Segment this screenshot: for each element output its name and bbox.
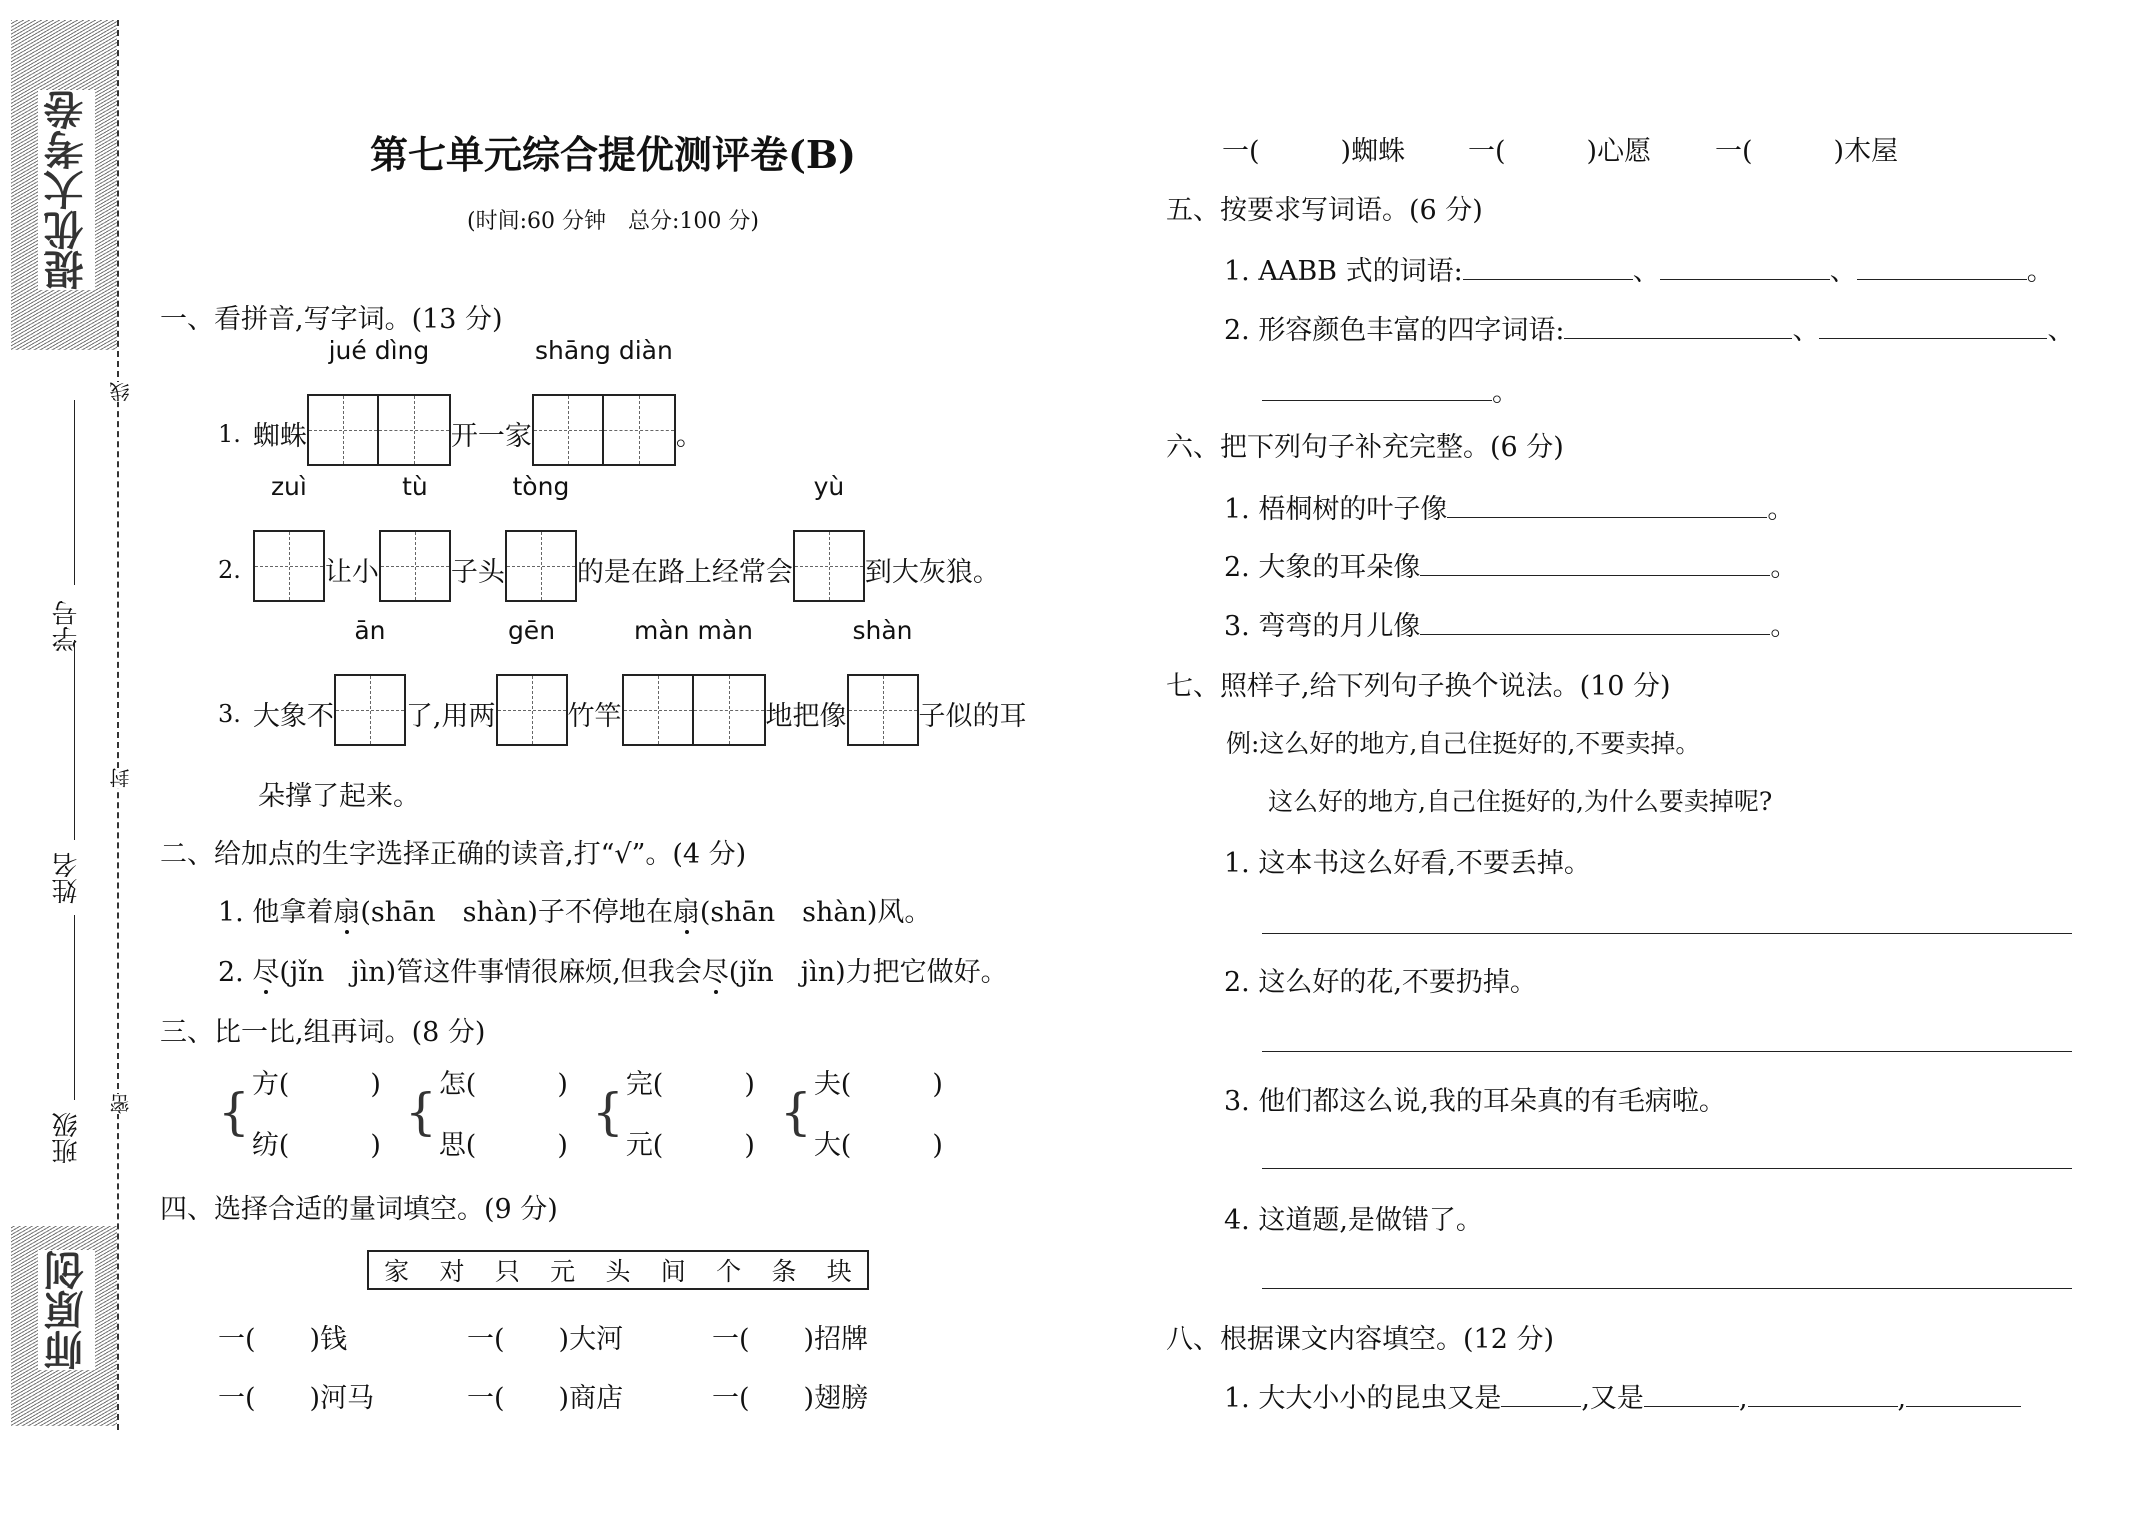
pinyin: màn màn (634, 616, 753, 645)
char-pair: { 夫( ) 大( ) (780, 1062, 943, 1162)
pinyin: zuì (270, 472, 307, 501)
s7-q2: 2. 这么好的花,不要扔掉。 (1224, 967, 1537, 998)
example-original: 例:这么好的地方,自己住挺好的,不要卖掉。 (1226, 729, 1701, 758)
measure-blank[interactable]: 一( )大河 (467, 1324, 624, 1355)
pair-item[interactable]: 方( ) (251, 1069, 381, 1100)
char-pair: { 方( ) 纺( ) (218, 1062, 381, 1162)
name-label: 姓名 (52, 852, 82, 904)
text: 开一家 (450, 421, 532, 452)
student-id-label: 学号 (52, 600, 82, 652)
text[interactable]: (shān shàn)风。 (699, 897, 932, 928)
pair-item[interactable]: 完( ) (625, 1069, 755, 1100)
text: 的是在路上经常会 (576, 557, 793, 588)
text[interactable]: (jǐn jìn)力把它做好。 (728, 957, 1008, 988)
s2-q1 (218, 890, 931, 929)
section-2-heading: 二、给加点的生字选择正确的读音,打“√”。(4 分) (160, 839, 747, 870)
pinyin: shàn (852, 616, 913, 645)
text: 了,用两 (405, 701, 496, 732)
pair-item[interactable]: 大( ) (813, 1130, 943, 1161)
s8-q1: 1. 大大小小的昆虫又是 ,又是 , , (1224, 1376, 2021, 1415)
word: 元 (550, 1257, 576, 1286)
pair-item[interactable]: 元( ) (625, 1130, 755, 1161)
answer-line[interactable] (1262, 1288, 2072, 1289)
measure-blank[interactable]: 一( )招牌 (712, 1324, 869, 1355)
s6-q2: 2. 大象的耳朵像 。 (1224, 552, 1798, 583)
pair-item[interactable]: 夫( ) (813, 1069, 943, 1100)
name-field[interactable] (74, 640, 75, 840)
dotted-char: 扇 (333, 897, 361, 928)
text: 朵撑了起来。 (258, 781, 420, 812)
s5-q2-cont: 。 (1262, 370, 1519, 409)
char-box-group[interactable] (532, 336, 676, 473)
measure-blank[interactable]: 一( )蜘蛛 (1222, 136, 1406, 167)
measure-blank[interactable]: 一( )钱 (218, 1324, 348, 1355)
class-field[interactable] (74, 915, 75, 1100)
pinyin: tòng (512, 472, 570, 501)
answer-blank[interactable] (1420, 610, 1770, 635)
answer-blank[interactable] (1564, 314, 1792, 339)
text: 让小 (324, 557, 379, 588)
s6-q1: 1. 梧桐树的叶子像 。 (1224, 494, 1795, 525)
s6-q3: 3. 弯弯的月儿像 。 (1224, 611, 1798, 642)
cut-mark: 密 (106, 1094, 135, 1114)
char-pair: { 怎( ) 思( ) (405, 1062, 568, 1162)
text: 。 (675, 421, 703, 452)
q-num: 3. (218, 699, 241, 728)
word: 个 (716, 1257, 742, 1286)
answer-blank[interactable] (1463, 255, 1633, 280)
answer-blank[interactable] (1420, 551, 1770, 576)
pinyin: jué dìng (328, 336, 430, 365)
pinyin: shāng diàn (534, 336, 673, 365)
s1-q1 (218, 336, 703, 473)
word: 家 (384, 1257, 410, 1286)
word: 条 (771, 1257, 797, 1286)
char-box[interactable] (253, 472, 325, 609)
pair-item[interactable]: 思( ) (438, 1130, 568, 1161)
text[interactable]: (jǐn jìn)管这件事情很麻烦,但我会 (279, 957, 702, 988)
section-8-heading: 八、根据课文内容填空。(12 分) (1166, 1324, 1555, 1355)
char-box[interactable] (334, 616, 406, 753)
word: 间 (660, 1257, 686, 1286)
char-box-group[interactable] (622, 616, 766, 753)
pair-item[interactable]: 怎( ) (438, 1069, 568, 1100)
word: 只 (494, 1257, 520, 1286)
pinyin: gēn (507, 616, 556, 645)
brand-label-top: 提优大考卷 (38, 90, 95, 290)
text: 大象不 (252, 701, 334, 732)
class-label: 班级 (52, 1112, 82, 1164)
word: 块 (826, 1257, 852, 1286)
text: 子似的耳 (918, 701, 1027, 732)
pinyin: ān (354, 616, 386, 645)
char-pair: { 完( ) 元( ) (592, 1062, 755, 1162)
section-6-heading: 六、把下列句子补充完整。(6 分) (1166, 432, 1564, 463)
section-7-heading: 七、照样子,给下列句子换个说法。(10 分) (1166, 671, 1671, 702)
measure-blank[interactable]: 一( )翅膀 (712, 1383, 869, 1414)
text: 2. 形容颜色丰富的四字词语: (1224, 315, 1565, 346)
answer-blank[interactable] (1660, 255, 1830, 280)
char-box[interactable] (505, 472, 577, 609)
text: 竹竿 (567, 701, 622, 732)
s5-q1: 1. AABB 式的词语: 、 、 。 (1224, 256, 2054, 287)
measure-blank[interactable]: 一( )木屋 (1715, 136, 1899, 167)
pinyin: yù (813, 472, 845, 501)
answer-line[interactable] (1262, 933, 2072, 934)
text: 1. AABB 式的词语: (1224, 256, 1463, 287)
measure-blank[interactable]: 一( )河马 (218, 1383, 375, 1414)
answer-blank[interactable] (1819, 314, 2047, 339)
s1-q3 (218, 616, 1027, 753)
char-box-group[interactable] (307, 336, 451, 473)
char-box[interactable] (847, 616, 919, 753)
word: 头 (605, 1257, 631, 1286)
answer-line[interactable] (1262, 1168, 2072, 1169)
text: 子头 (450, 557, 505, 588)
pinyin: tù (402, 472, 428, 501)
text: 地把像 (765, 701, 847, 732)
measure-blank[interactable]: 一( )心愿 (1468, 136, 1652, 167)
answer-blank[interactable] (1906, 1382, 2021, 1407)
answer-line[interactable] (1262, 1051, 2072, 1052)
dotted-char: 扇 (672, 897, 700, 928)
dotted-char: 尽 (701, 957, 729, 988)
text: 到大灰狼。 (864, 557, 1000, 588)
pair-item[interactable]: 纺( ) (251, 1130, 381, 1161)
exam-info: (时间:60 分钟 总分:100 分) (467, 209, 759, 234)
s5-q2: 2. 形容颜色丰富的四字词语: 、 、 (1224, 315, 2075, 346)
char-box[interactable] (379, 472, 451, 609)
char-box[interactable] (793, 472, 865, 609)
answer-blank[interactable] (1857, 255, 2027, 280)
brand-label-bottom: 师原创 (38, 1250, 95, 1370)
answer-blank[interactable] (1644, 1382, 1739, 1407)
word-bank (367, 1250, 869, 1290)
word: 对 (439, 1257, 465, 1286)
measure-blank[interactable]: 一( )商店 (467, 1383, 624, 1414)
section-3-heading: 三、比一比,组再词。(8 分) (160, 1017, 486, 1048)
page-title: 第七单元综合提优测评卷(B) (369, 132, 857, 177)
section-4-heading: 四、选择合适的量词填空。(9 分) (160, 1194, 558, 1225)
s7-q3: 3. 他们都这么说,我的耳朵真的有毛病啦。 (1224, 1086, 1726, 1117)
s2-q2 (218, 950, 1008, 989)
text: 1. 他拿着 (218, 897, 334, 928)
section-1-heading: 一、看拼音,写字词。(13 分) (160, 304, 503, 335)
s1-q2 (218, 472, 1000, 609)
student-id-field[interactable] (74, 400, 75, 585)
cut-mark: 封 (106, 768, 135, 788)
text[interactable]: (shān shàn)子不停地在 (360, 897, 673, 928)
answer-blank[interactable] (1447, 493, 1767, 518)
s7-q4: 4. 这道题,是做错了。 (1224, 1205, 1483, 1236)
answer-blank[interactable] (1262, 376, 1492, 401)
text: 2. (218, 957, 253, 988)
s7-q1: 1. 这本书这么好看,不要丢掉。 (1224, 848, 1591, 879)
answer-blank[interactable] (1501, 1382, 1581, 1407)
answer-blank[interactable] (1748, 1382, 1898, 1407)
text: 蜘蛛 (252, 421, 307, 452)
example-rewritten: 这么好的地方,自己住挺好的,为什么要卖掉呢? (1268, 787, 1773, 816)
dotted-char: 尽 (252, 957, 280, 988)
q-num: 2. (218, 555, 241, 584)
cut-mark: 线 (106, 382, 135, 402)
q-num: 1. (218, 419, 241, 448)
section-5-heading: 五、按要求写词语。(6 分) (1166, 195, 1483, 226)
char-box[interactable] (496, 616, 568, 753)
